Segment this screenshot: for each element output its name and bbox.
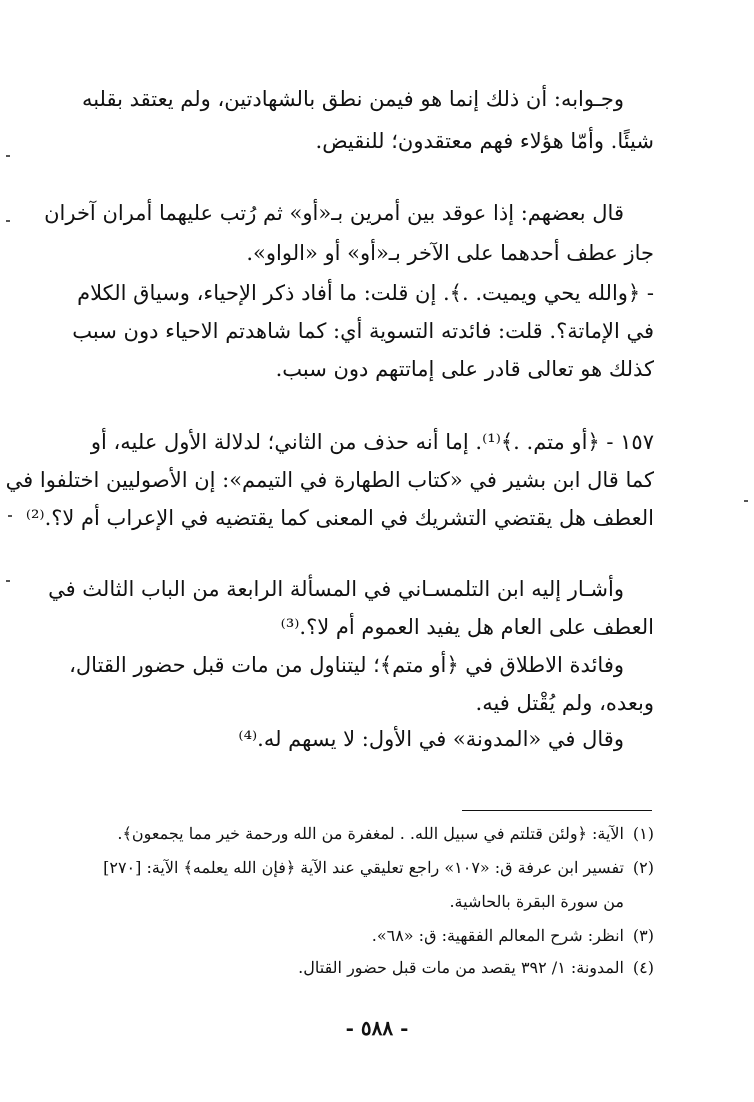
footnote-2-text: تفسير ابن عرفة ق: «١٠٧» راجع تعليقي عند الآية ﴿فإن الله يعلمه﴾ الآية: [٢٧٠] <box>103 858 624 877</box>
scan-mark <box>6 155 10 157</box>
paragraph-6-line-1: وفائدة الاطلاق في ﴿أو متم﴾؛ ليتناول من مات قبل حضور القتال، <box>69 653 624 677</box>
footnote-3-text: انظر: شرح المعالم الفقهية: ق: «٦٨». <box>371 926 624 945</box>
paragraph-6-line-2: وبعده، ولم يُقْتل فيه. <box>475 691 654 715</box>
footnote-2-continuation <box>94 890 654 914</box>
footnote-1 <box>94 822 654 846</box>
footnote-4-number: (٤) <box>632 958 654 977</box>
page-number: - ٥٨٨ - <box>345 1016 409 1040</box>
footnote-2 <box>94 856 654 880</box>
paragraph-4-line-3: العطف هل يقتضي التشريك في المعنى كما يقتضيه في الإعراب أم لا؟.⁽²⁾ <box>25 506 654 530</box>
footnote-2-number: (٢) <box>632 858 654 877</box>
paragraph-3-line-2: في الإماتة؟. قلت: فائدته التسوية أي: كما شاهدتم الاحياء دون سبب <box>72 319 654 343</box>
paragraph-3-line-3: كذلك هو تعالى قادر على إماتتهم دون سبب. <box>275 357 654 381</box>
scan-mark <box>8 515 12 517</box>
paragraph-7-line-1: وقال في «المدونة» في الأول: لا يسهم له.⁽⁴⁾ <box>238 727 624 751</box>
footnote-1-number: (١) <box>632 824 654 843</box>
footnote-4-text: المدونة: ١/ ٣٩٢ يقصد من مات قبل حضور القتال. <box>298 958 624 977</box>
paragraph-3-line-1: - ﴿والله يحي ويميت. .﴾. إن قلت: ما أفاد ذكر الإحياء، وسياق الكلام <box>77 281 654 305</box>
footnote-2-continuation-text: من سورة البقرة بالحاشية. <box>449 892 624 911</box>
scan-mark <box>6 580 10 582</box>
paragraph-5-line-1: وأشـار إليه ابن التلمسـاني في المسألة الرابعة من الباب الثالث في <box>48 577 624 601</box>
footnote-1-text: الآية: ﴿ولئن قتلتم في سبيل الله. . لمغفرة من الله ورحمة خير مما يجمعون﴾. <box>117 824 624 843</box>
footnote-3-number: (٣) <box>632 926 654 945</box>
paragraph-4-line-2: كما قال ابن بشير في «كتاب الطهارة في التيمم»: إن الأصوليين اختلفوا في <box>5 468 654 492</box>
footnote-4 <box>94 956 654 980</box>
paragraph-1-line-2: شيئًا. وأمّا هؤلاء فهم معتقدون؛ للنقيض. <box>315 129 654 153</box>
paragraph-1-line-1: وجـوابه: أن ذلك إنما هو فيمن نطق بالشهادتين، ولم يعتقد بقلبه <box>81 87 624 111</box>
paragraph-4-line-1: ١٥٧ - ﴿أو متم. .﴾⁽¹⁾. إما أنه حذف من الثاني؛ لدلالة الأول عليه، أو <box>90 430 654 454</box>
scan-mark <box>6 220 10 222</box>
paragraph-2-line-1: قال بعضهم: إذا عوقد بين أمرين بـ«أو» ثم رُتب عليهما أمران آخران <box>44 201 624 225</box>
footnote-separator <box>462 810 652 811</box>
scan-mark <box>744 500 748 502</box>
paragraph-5-line-2: العطف على العام هل يفيد العموم أم لا؟.⁽³⁾ <box>280 615 654 639</box>
paragraph-2-line-2: جاز عطف أحدهما على الآخر بـ«أو» أو «الواو». <box>246 241 654 265</box>
footnote-3 <box>94 924 654 948</box>
